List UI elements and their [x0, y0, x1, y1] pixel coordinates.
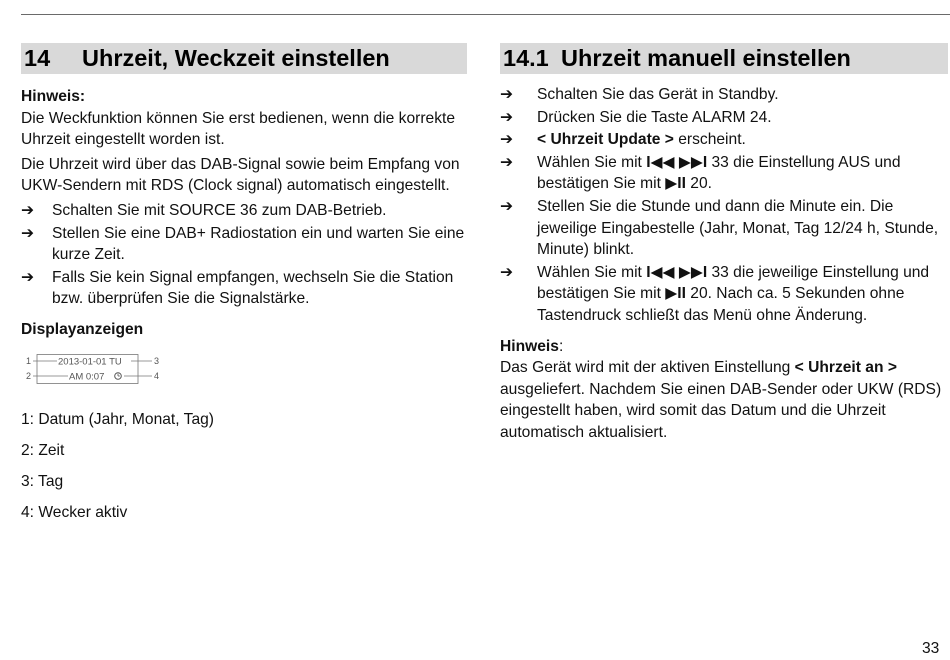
arrow-icon: ➔ [500, 86, 514, 103]
step-text: Stellen Sie eine DAB+ Radiostation ein und warten Sie eine kurze Zeit. [52, 224, 465, 264]
callout-3: 3 [154, 355, 160, 366]
step-text: Stellen Sie die Stunde und dann die Minute ein. Die jeweilige Eingabestelle (Jahr, Monat, Tag 12/24 h, Stunde, Minute) blinkt. [537, 197, 939, 259]
step-item [21, 200, 467, 222]
display-legend [21, 409, 467, 524]
skip-buttons-icon: I◀◀ ▶▶I [646, 153, 708, 171]
step-text: Wählen Sie mit [537, 263, 647, 281]
display-time: AM 0:07 [69, 371, 105, 383]
legend-item: 1: Datum (Jahr, Monat, Tag) [21, 410, 214, 428]
step-text: 20. Nach ca. 5 Sekunden ohne Tastendruck schließt das Menü ohne Änderung. [537, 285, 905, 324]
arrow-icon: ➔ [21, 268, 35, 286]
callout-2: 2 [26, 370, 32, 381]
hint-text: Die Weckfunktion können Sie erst bedienen, wenn die korrekte Uhrzeit eingestellt worden ist. [21, 109, 455, 149]
hint-label [500, 336, 948, 358]
arrow-icon: ➔ [500, 131, 514, 149]
play-pause-icon: ▶II [665, 285, 686, 303]
step-text: Wählen Sie mit [537, 153, 647, 171]
skip-buttons-icon: I◀◀ ▶▶I [646, 263, 708, 281]
step-list [21, 200, 467, 310]
step-text: Drücken Sie die Taste ALARM 24. [537, 108, 772, 126]
display-diagram [21, 354, 161, 394]
arrow-icon: ➔ [21, 201, 35, 219]
step-text: Schalten Sie mit SOURCE 36 zum DAB-Betrieb. [52, 201, 387, 219]
hint-colon: : [558, 337, 564, 355]
arrow-icon: ➔ [500, 197, 514, 215]
step-item [500, 196, 948, 261]
step-text: 33 die jeweilige Einstellung und bestätigen Sie mit [537, 263, 930, 303]
section-title: Uhrzeit manuell einstellen [561, 45, 851, 71]
section-title: Uhrzeit, Weckzeit einstellen [82, 45, 390, 71]
arrow-icon: ➔ [21, 224, 35, 242]
step-text: Schalten Sie das Gerät in Standby. [537, 86, 779, 103]
step-text: 20. [685, 175, 712, 193]
section-number: 14.1 [503, 45, 549, 71]
step-text: erscheint. [673, 131, 746, 149]
display-date: 2013-01-01 TU [58, 356, 122, 368]
hint-label-text: Hinweis [500, 337, 559, 355]
step-item [500, 129, 948, 151]
hint-block [500, 336, 948, 444]
legend-item: 2: Zeit [21, 441, 65, 459]
top-rule [21, 14, 950, 15]
step-item [21, 267, 467, 310]
right-column [500, 43, 948, 444]
left-column [21, 43, 467, 533]
step-list [500, 84, 948, 327]
arrow-icon: ➔ [500, 108, 514, 126]
section-heading-14-1 [500, 43, 948, 74]
menu-item-uhrzeit-an: < Uhrzeit an > [794, 359, 897, 377]
hint-text [500, 357, 948, 443]
play-pause-icon: ▶II [665, 175, 686, 193]
hint-text-a: Das Gerät wird mit der aktiven Einstellung [500, 359, 795, 377]
step-text: Falls Sie kein Signal empfangen, wechseln Sie die Station bzw. überprüfen Sie die Signalstärke. [52, 268, 454, 308]
step-item [21, 223, 467, 266]
legend-item: 3: Tag [21, 472, 64, 490]
step-item [500, 262, 948, 327]
step-text: 33 die Einstellung AUS und bestätigen Sie mit [537, 153, 901, 193]
step-item [500, 84, 948, 106]
alarm-clock-icon [115, 372, 122, 379]
callout-4: 4 [154, 370, 160, 381]
arrow-icon: ➔ [500, 153, 514, 171]
arrow-icon: ➔ [500, 263, 514, 281]
intro-paragraph: Die Uhrzeit wird über das DAB-Signal sowie beim Empfang von UKW-Sendern mit RDS (Clock signal) automatisch eingestellt. [21, 155, 460, 195]
hint-text-b: ausgeliefert. Nachdem Sie einen DAB-Sender oder UKW (RDS) eingestellt haben, wird somit das Datum und die Uhrzeit automatisch aktualisiert. [500, 380, 942, 441]
display-heading: Displayanzeigen [21, 320, 144, 338]
page-number: 33 [922, 640, 940, 657]
legend-item: 4: Wecker aktiv [21, 503, 128, 521]
step-item [500, 152, 948, 195]
step-item [500, 107, 948, 129]
section-number: 14 [24, 45, 51, 71]
menu-item-uhrzeit-update: < Uhrzeit Update > [537, 131, 674, 149]
section-heading-14 [21, 43, 467, 74]
callout-1: 1 [26, 355, 32, 366]
hint-label: Hinweis: [21, 88, 86, 105]
